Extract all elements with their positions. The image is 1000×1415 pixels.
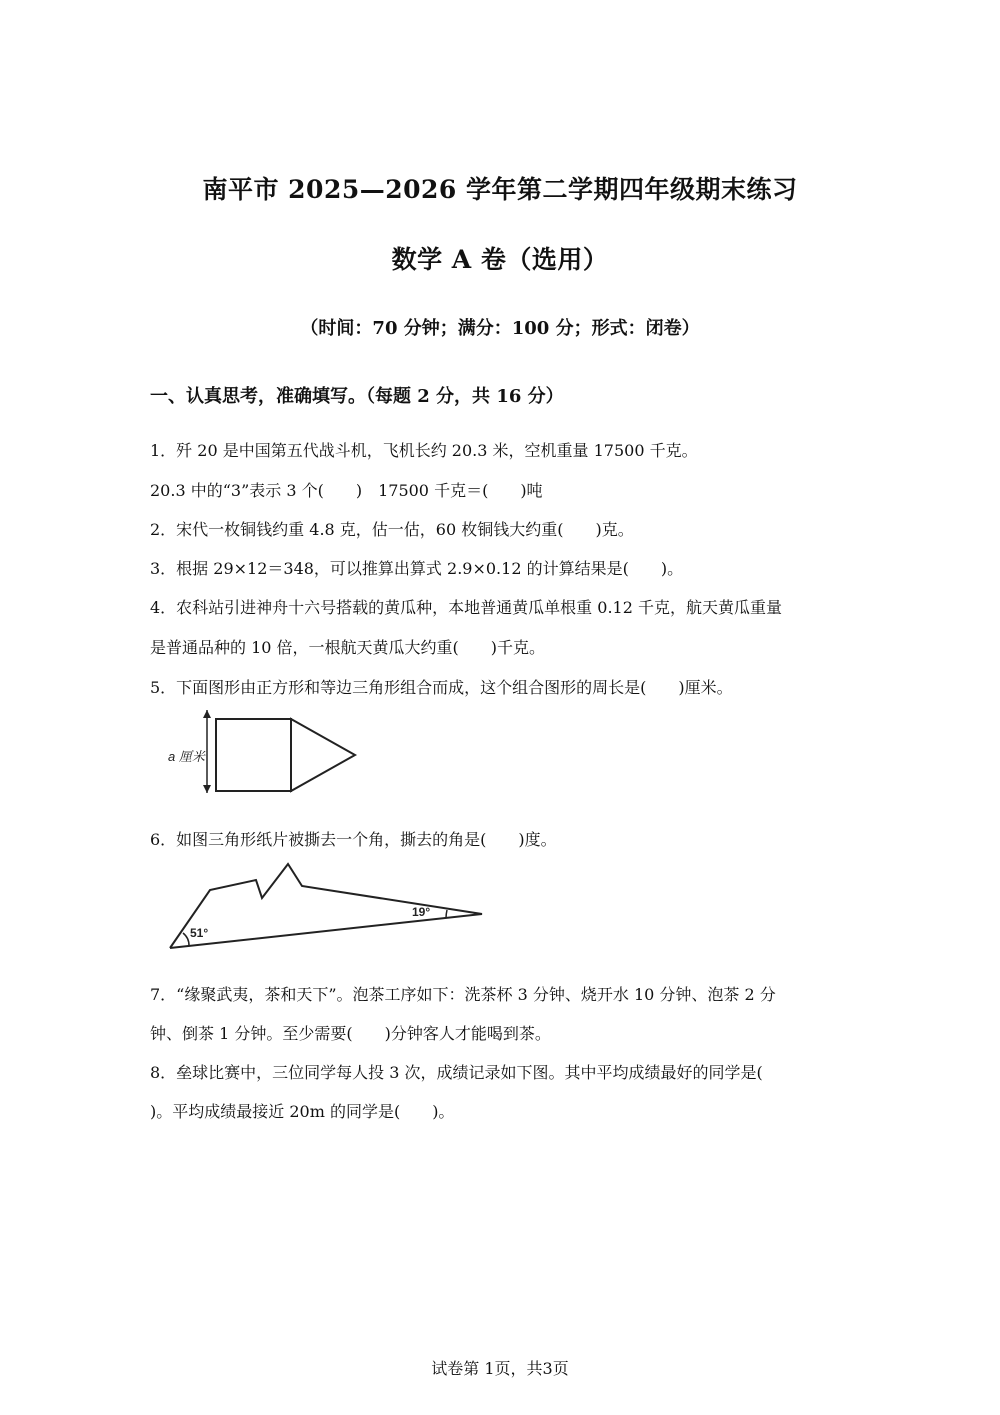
question-3: 3．根据 29×12＝348，可以推算出算式 2.9×0.12 的计算结果是( )。 [150, 559, 684, 578]
question-2: 2．宋代一枚铜钱约重 4.8 克，估一估，60 枚铜钱大约重( )克。 [150, 520, 634, 539]
angle-label-right: 19° [412, 905, 431, 919]
angle-arc-left [183, 933, 189, 946]
square-triangle-figure [160, 705, 370, 800]
triangle-outline [170, 864, 482, 948]
question-7-line-1: 7．“缘聚武夷，茶和天下”。泡茶工序如下：洗茶杯 3 分钟、烧开水 10 分钟、泡茶 2 分 [150, 985, 776, 1004]
dimension-arrow-bottom [203, 785, 211, 793]
question-1-line-2: 20.3 中的“3”表示 3 个( ) 17500 千克＝( )吨 [150, 481, 543, 500]
question-4-line-2: 是普通品种的 10 倍，一根航天黄瓜大约重( )千克。 [150, 638, 546, 657]
question-7-line-2: 钟、倒茶 1 分钟。至少需要( )分钟客人才能喝到茶。 [150, 1024, 551, 1043]
angle-label-left: 51° [190, 926, 209, 940]
question-8-line-1: 8．垒球比赛中，三位同学每人投 3 次，成绩记录如下图。其中平均成绩最好的同学是( [150, 1063, 763, 1082]
square-shape [216, 719, 291, 791]
section-heading: 一、认真思考，准确填写。（每题 2 分，共 16 分） [150, 386, 564, 407]
page-footer: 试卷第 1页，共3页 [431, 1359, 569, 1378]
side-length-label: a 厘米 [168, 749, 205, 764]
torn-triangle-figure [160, 858, 500, 958]
angle-arc-right [446, 910, 447, 918]
exam-title: 南平市 2025—2026 学年第二学期四年级期末练习 [202, 175, 798, 204]
dimension-arrow-top [203, 710, 211, 718]
triangle-shape [291, 719, 355, 791]
question-8-line-2: )。平均成绩最接近 20m 的同学是( )。 [150, 1102, 455, 1121]
question-1-line-1: 1．歼 20 是中国第五代战斗机，飞机长约 20.3 米，空机重量 17500 千克。 [150, 441, 698, 460]
question-4-line-1: 4．农科站引进神舟十六号搭载的黄瓜种，本地普通黄瓜单根重 0.12 千克，航天黄瓜重量 [150, 598, 782, 617]
exam-meta: （时间：70 分钟；满分：100 分；形式：闭卷） [300, 318, 700, 339]
question-6: 6．如图三角形纸片被撕去一个角，撕去的角是( )度。 [150, 830, 557, 849]
exam-subtitle: 数学 A 卷（选用） [391, 245, 609, 274]
question-5: 5．下面图形由正方形和等边三角形组合而成，这个组合图形的周长是( )厘米。 [150, 678, 733, 697]
